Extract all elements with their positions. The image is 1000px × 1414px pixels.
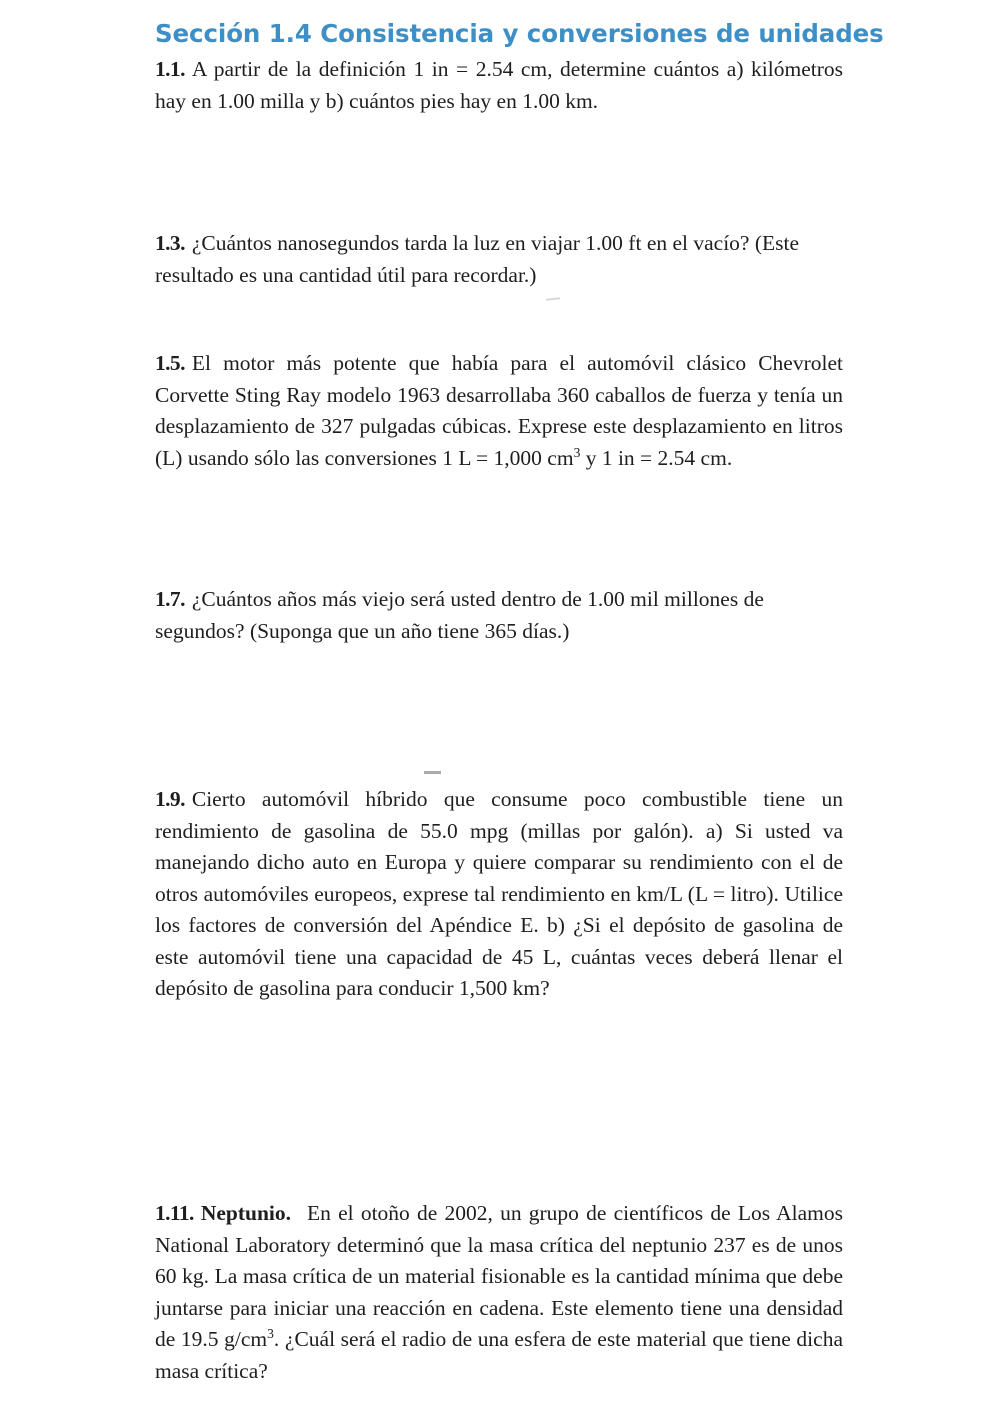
problem-body-part-1: En el otoño de 2002, un grupo de científicos de Los Alamos National Laboratory determinó que la masa crítica del neptunio 237 es de unos 60 kg. La masa crítica de un material fisionable es la cantidad mínima que debe juntarse para iniciar una reacción en cadena. Este elemento tiene una densidad de 19.5 g/cm: [155, 1201, 843, 1351]
problem-number: 1.3.: [155, 231, 185, 255]
problem-body-part-1: Cierto automóvil híbrido que consume poco combustible tiene un rendimiento de gasolina de 55.0 mpg (millas por galón). a) Si usted va manejando dicho auto en Europa y quiere comparar su rendimiento con el de otros automóviles europeos, exprese tal rendimiento en km/L (L = litro). Utilice los factores de conversión del Apéndice E. b) ¿Si el depósito de gasolina de este automóvil tiene una capacidad de 45 L, cuántas veces deberá llenar el depósito de gasolina para conducir 1,500 km?: [155, 787, 843, 1000]
problem-1-9: [155, 784, 843, 1005]
superscript-exponent: 3: [267, 1325, 274, 1341]
problem-title: Neptunio.: [200, 1201, 292, 1225]
scan-artifact-mark: [424, 771, 441, 774]
problem-text: [155, 348, 843, 474]
problem-text: [155, 54, 843, 117]
scan-artifact-mark: [546, 297, 560, 300]
section-heading: Sección 1.4 Consistencia y conversiones de unidades: [155, 19, 884, 48]
superscript-exponent: 3: [573, 444, 581, 460]
problem-text: [155, 584, 843, 647]
problem-number: 1.7.: [155, 587, 185, 611]
problem-body-part-2: segundos? (Suponga que un año tiene 365 días.): [155, 618, 570, 643]
problem-body-part-2: . ¿Cuál será el radio de una esfera de este material que tiene dicha masa crítica?: [155, 1327, 843, 1383]
problem-body-part-2: a) kilómetros hay en 1.00 milla y b) cuántos pies hay en 1.00 km.: [155, 57, 843, 113]
problem-body-part-1: El motor más potente que había para el automóvil clásico Chevrolet Corvette Sting Ray modelo 1963 desarrollaba 360 caballos de fuerza y tenía un desplazamiento de 327 pulgadas cúbicas. Exprese este desplazamiento en litros (L) usando sólo las conversiones 1 L = 1,000 cm: [155, 351, 843, 470]
problem-1-7: [155, 584, 843, 647]
problem-body-part-1: A partir de la definición 1 in = 2.54 cm, determine cuántos: [191, 57, 720, 81]
problem-body-part-2: y 1 in = 2.54 cm.: [580, 445, 733, 470]
problem-number: 1.9.: [155, 787, 185, 811]
problem-number: 1.11.: [155, 1201, 194, 1225]
problem-body-part-1: ¿Cuántos años más viejo será usted dentro de 1.00 mil millones de: [191, 587, 764, 611]
text-column: [155, 0, 884, 1383]
problem-text: [155, 784, 843, 1005]
problem-number: 1.5.: [155, 351, 185, 375]
problem-body-part-1: ¿Cuántos nanosegundos tarda la luz en viajar 1.00 ft en el vacío?: [191, 231, 750, 255]
problem-1-11: [155, 1198, 843, 1387]
problem-1-3: [155, 228, 843, 291]
problem-1-1: [155, 54, 843, 117]
problem-text: [155, 1198, 843, 1387]
problem-number: 1.1.: [155, 57, 185, 81]
problem-body-part-2: (Este resultado es una cantidad útil para recordar.): [155, 231, 800, 287]
problem-text: [155, 228, 843, 291]
problem-1-5: [155, 348, 843, 474]
